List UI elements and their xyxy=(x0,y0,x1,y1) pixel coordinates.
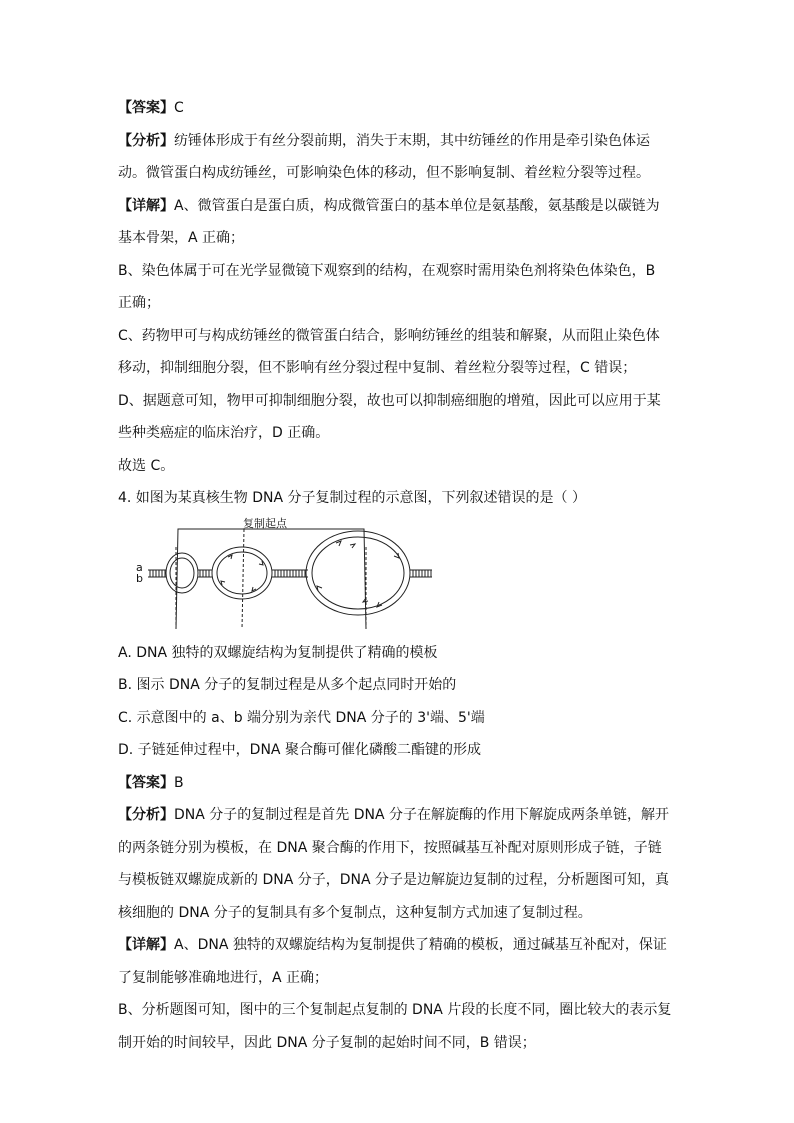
text-line xyxy=(118,450,678,483)
dna-duplex-left xyxy=(148,570,166,577)
dna-replication-diagram xyxy=(136,517,436,629)
line-text: 纺锤体形成于有丝分裂前期，消失于末期，其中纺锤丝的作用是牵引染色体运 xyxy=(174,132,650,149)
section-tag: 【详解】 xyxy=(118,197,174,214)
text-line xyxy=(118,864,678,897)
line-text: B、染色体属于可在光学显微镜下观察到的结构，在观察时需用染色剂将染色体染色，B xyxy=(118,262,656,279)
dna-duplex-right xyxy=(410,570,432,577)
line-text: 4. 如图为某真核生物 DNA 分子复制过程的示意图，下列叙述错误的是（ ） xyxy=(118,490,586,506)
text-line xyxy=(118,385,678,418)
line-text: 与模板链双螺旋成新的 DNA 分子，DNA 分子是边解旋边复制的过程，分析题图可知，真 xyxy=(118,872,670,888)
line-text: 正确； xyxy=(118,295,160,311)
section-tag: 【详解】 xyxy=(118,937,174,953)
line-text: D、据题意可知，物甲可抑制细胞分裂，故也可以抑制癌细胞的增殖，因此可以应用于某 xyxy=(118,392,661,409)
text-line xyxy=(118,637,678,670)
document-page xyxy=(118,92,678,1059)
text-line xyxy=(118,482,678,515)
origin-pointer-1 xyxy=(176,529,244,629)
line-text: 故选 C。 xyxy=(118,457,175,474)
replication-bubble-large xyxy=(306,531,410,615)
text-line xyxy=(118,897,678,930)
line-text: B、分析题图可知，图中的三个复制起点复制的 DNA 片段的长度不同，圈比较大的表示复 xyxy=(118,1002,672,1018)
text-line xyxy=(118,669,678,702)
line-text: 基本骨架，A 正确； xyxy=(118,230,245,246)
text-line xyxy=(118,994,678,1027)
line-text: 动。微管蛋白构成纺锤丝，可影响染色体的移动，但不影响复制、着丝粒分裂等过程。 xyxy=(118,165,650,181)
text-line xyxy=(118,352,678,385)
text-line xyxy=(118,222,678,255)
line-text: A、DNA 独特的双螺旋结构为复制提供了精确的模板，通过碱基互补配对，保证 xyxy=(174,937,667,953)
line-text: 的两条链分别为模板，在 DNA 聚合酶的作用下，按照碱基互补配对原则形成子链，子链 xyxy=(118,839,662,856)
text-line xyxy=(118,92,678,125)
dna-duplex-link-1 xyxy=(198,570,212,577)
line-text: 些种类癌症的临床治疗，D 正确。 xyxy=(118,425,330,441)
line-text: C xyxy=(174,100,184,116)
text-line xyxy=(118,255,678,288)
text-line xyxy=(118,417,678,450)
replication-origin-label: 复制起点 xyxy=(243,516,287,530)
text-line xyxy=(118,929,678,962)
line-text: C. 示意图中的 a、b 端分别为亲代 DNA 分子的 3'端、5'端 xyxy=(118,709,485,726)
line-text: D. 子链延伸过程中，DNA 聚合酶可催化磷酸二酯键的形成 xyxy=(118,742,481,758)
text-line xyxy=(118,962,678,995)
text-line xyxy=(118,702,678,735)
line-text: 移动，抑制细胞分裂，但不影响有丝分裂过程中复制、着丝粒分裂等过程，C 错误； xyxy=(118,360,637,376)
text-line xyxy=(118,734,678,767)
strand-a-label: a xyxy=(136,560,143,574)
text-line xyxy=(118,125,678,158)
text-line xyxy=(118,799,678,832)
section-tag: 【答案】 xyxy=(118,774,174,791)
text-line xyxy=(118,190,678,223)
line-text: DNA 分子的复制过程是首先 DNA 分子在解旋酶的作用下解旋成两条单链，解开 xyxy=(174,807,670,823)
line-text: B. 图示 DNA 分子的复制过程是从多个起点同时开始的 xyxy=(118,677,457,693)
text-line xyxy=(118,767,678,800)
line-text: B xyxy=(174,774,184,791)
section-tag: 【分析】 xyxy=(118,132,174,149)
text-line xyxy=(118,832,678,865)
dna-duplex-link-2 xyxy=(272,570,308,577)
line-text: 了复制能够准确地进行，A 正确； xyxy=(118,969,329,986)
section-tag: 【分析】 xyxy=(118,807,174,823)
line-text: C、药物甲可与构成纺锤丝的微管蛋白结合，影响纺锤丝的组装和解聚，从而阻止染色体 xyxy=(118,327,660,344)
text-line xyxy=(118,157,678,190)
line-text: A. DNA 独特的双螺旋结构为复制提供了精确的模板 xyxy=(118,644,438,661)
text-line xyxy=(118,320,678,353)
origin-pointer-2 xyxy=(242,529,244,629)
dna-replication-figure xyxy=(118,515,678,633)
line-text: A、微管蛋白是蛋白质，构成微管蛋白的基本单位是氨基酸，氨基酸是以碳链为 xyxy=(174,197,660,214)
text-line xyxy=(118,1027,678,1060)
strand-b-label: b xyxy=(136,571,143,585)
line-text: 制开始的时间较早，因此 DNA 分子复制的起始时间不同，B 错误； xyxy=(118,1034,536,1051)
section-tag: 【答案】 xyxy=(118,100,174,116)
line-text: 核细胞的 DNA 分子的复制具有多个复制点，这种复制方式加速了复制过程。 xyxy=(118,904,592,921)
replication-bubble-small xyxy=(166,553,198,593)
replication-bubble-medium xyxy=(212,547,272,599)
text-section-before-figure xyxy=(118,92,678,515)
text-section-after-figure xyxy=(118,637,678,1060)
text-line xyxy=(118,287,678,320)
